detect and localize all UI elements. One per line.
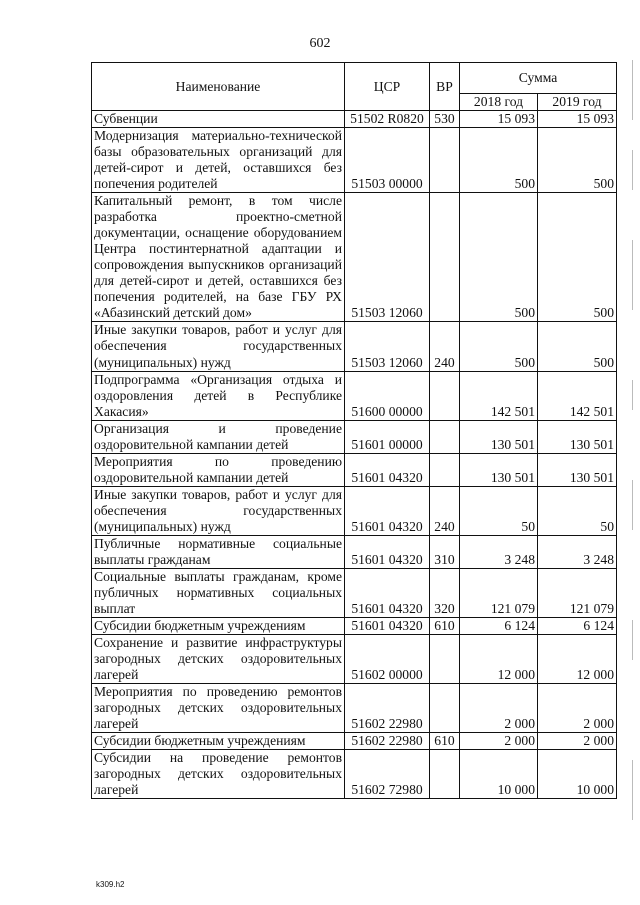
cell-name: Мероприятия по проведению оздоровительной кампании детей xyxy=(92,453,345,486)
cell-name: Организация и проведение оздоровительной кампании детей xyxy=(92,420,345,453)
header-year-2019: 2019 год xyxy=(538,94,617,111)
table-row xyxy=(92,453,617,486)
cell-y2018: 142 501 xyxy=(460,371,538,420)
table-row xyxy=(92,371,617,420)
header-year-2018: 2018 год xyxy=(460,94,538,111)
cell-y2019: 500 xyxy=(538,322,617,371)
cell-y2018: 500 xyxy=(460,193,538,322)
page-number: 602 xyxy=(309,36,331,51)
cell-vr xyxy=(430,371,460,420)
cell-y2018: 2 000 xyxy=(460,684,538,733)
header-name: Наименование xyxy=(92,63,345,111)
cell-name: Иные закупки товаров, работ и услуг для обеспечения государственных (муниципальных) нужд xyxy=(92,322,345,371)
cell-y2019: 130 501 xyxy=(538,453,617,486)
header-csr: ЦСР xyxy=(345,63,430,111)
table-row xyxy=(92,733,617,750)
cell-csr: 51503 12060 xyxy=(345,322,430,371)
cell-name: Мероприятия по проведению ремонтов загородных детских оздоровительных лагерей xyxy=(92,684,345,733)
cell-y2018: 2 000 xyxy=(460,733,538,750)
cell-y2019: 6 124 xyxy=(538,618,617,635)
cell-y2018: 130 501 xyxy=(460,453,538,486)
cell-name: Модернизация материально-технической базы образовательных организаций для детей-сирот и детей, оставшихся без попечения родителей xyxy=(92,128,345,193)
cell-vr xyxy=(430,128,460,193)
cell-y2018: 500 xyxy=(460,322,538,371)
cell-vr: 310 xyxy=(430,535,460,568)
cell-y2019: 15 093 xyxy=(538,111,617,128)
cell-csr: 51601 04320 xyxy=(345,535,430,568)
cell-y2019: 121 079 xyxy=(538,568,617,617)
cell-vr xyxy=(430,635,460,684)
cell-csr: 51601 04320 xyxy=(345,486,430,535)
cell-csr: 51602 72980 xyxy=(345,750,430,799)
cell-y2018: 12 000 xyxy=(460,635,538,684)
table-row xyxy=(92,322,617,371)
cell-y2019: 500 xyxy=(538,128,617,193)
cell-vr: 530 xyxy=(430,111,460,128)
cell-vr xyxy=(430,684,460,733)
cell-vr: 610 xyxy=(430,618,460,635)
cell-vr xyxy=(430,453,460,486)
cell-name: Иные закупки товаров, работ и услуг для обеспечения государственных (муниципальных) нужд xyxy=(92,486,345,535)
cell-y2019: 12 000 xyxy=(538,635,617,684)
table-row xyxy=(92,568,617,617)
table-row xyxy=(92,535,617,568)
table-row xyxy=(92,111,617,128)
table-row xyxy=(92,486,617,535)
cell-csr: 51601 04320 xyxy=(345,618,430,635)
table-row xyxy=(92,420,617,453)
cell-y2018: 6 124 xyxy=(460,618,538,635)
cell-csr: 51602 00000 xyxy=(345,635,430,684)
cell-y2018: 50 xyxy=(460,486,538,535)
cell-y2019: 3 248 xyxy=(538,535,617,568)
cell-y2019: 130 501 xyxy=(538,420,617,453)
cell-y2019: 2 000 xyxy=(538,733,617,750)
cell-name: Субсидии бюджетным учреждениям xyxy=(92,733,345,750)
cell-name: Субсидии на проведение ремонтов загородных детских оздоровительных лагерей xyxy=(92,750,345,799)
cell-y2019: 2 000 xyxy=(538,684,617,733)
table-row xyxy=(92,193,617,322)
header-row xyxy=(92,63,617,94)
cell-name: Капитальный ремонт, в том числе разработка проектно-сметной документации, оснащение оборудованием Центра постинтернатной адаптации и сопровождения выпускников организаций для детей-сирот и детей, оставшихся без попечения родителей, на базе ГБУ РХ «Абазинский детский дом» xyxy=(92,193,345,322)
cell-y2018: 121 079 xyxy=(460,568,538,617)
cell-y2018: 10 000 xyxy=(460,750,538,799)
table-row xyxy=(92,684,617,733)
cell-y2019: 10 000 xyxy=(538,750,617,799)
cell-vr: 240 xyxy=(430,486,460,535)
footer-code: k309.h2 xyxy=(96,880,125,889)
cell-y2018: 130 501 xyxy=(460,420,538,453)
cell-name: Субсидии бюджетным учреждениям xyxy=(92,618,345,635)
cell-name: Субвенции xyxy=(92,111,345,128)
table-row xyxy=(92,618,617,635)
cell-vr xyxy=(430,750,460,799)
cell-y2019: 142 501 xyxy=(538,371,617,420)
cell-vr xyxy=(430,193,460,322)
cell-name: Сохранение и развитие инфраструктуры загородных детских оздоровительных лагерей xyxy=(92,635,345,684)
table-row xyxy=(92,750,617,799)
header-sum: Сумма xyxy=(460,63,617,94)
cell-csr: 51600 00000 xyxy=(345,371,430,420)
cell-name: Социальные выплаты гражданам, кроме публичных нормативных социальных выплат xyxy=(92,568,345,617)
cell-vr: 610 xyxy=(430,733,460,750)
table-row xyxy=(92,128,617,193)
cell-y2018: 15 093 xyxy=(460,111,538,128)
cell-vr xyxy=(430,420,460,453)
table-row xyxy=(92,635,617,684)
cell-y2018: 500 xyxy=(460,128,538,193)
cell-y2019: 50 xyxy=(538,486,617,535)
cell-csr: 51602 22980 xyxy=(345,733,430,750)
cell-vr: 240 xyxy=(430,322,460,371)
cell-csr: 51601 04320 xyxy=(345,453,430,486)
cell-csr: 51602 22980 xyxy=(345,684,430,733)
cell-csr: 51502 R0820 xyxy=(345,111,430,128)
scan-edge-marks xyxy=(630,60,636,880)
cell-y2018: 3 248 xyxy=(460,535,538,568)
header-vr: ВР xyxy=(430,63,460,111)
cell-csr: 51503 00000 xyxy=(345,128,430,193)
cell-y2019: 500 xyxy=(538,193,617,322)
budget-table xyxy=(91,62,617,799)
cell-name: Публичные нормативные социальные выплаты гражданам xyxy=(92,535,345,568)
cell-csr: 51601 00000 xyxy=(345,420,430,453)
cell-name: Подпрограмма «Организация отдыха и оздоровления детей в Республике Хакасия» xyxy=(92,371,345,420)
cell-csr: 51503 12060 xyxy=(345,193,430,322)
table-body xyxy=(92,111,617,799)
cell-vr: 320 xyxy=(430,568,460,617)
cell-csr: 51601 04320 xyxy=(345,568,430,617)
